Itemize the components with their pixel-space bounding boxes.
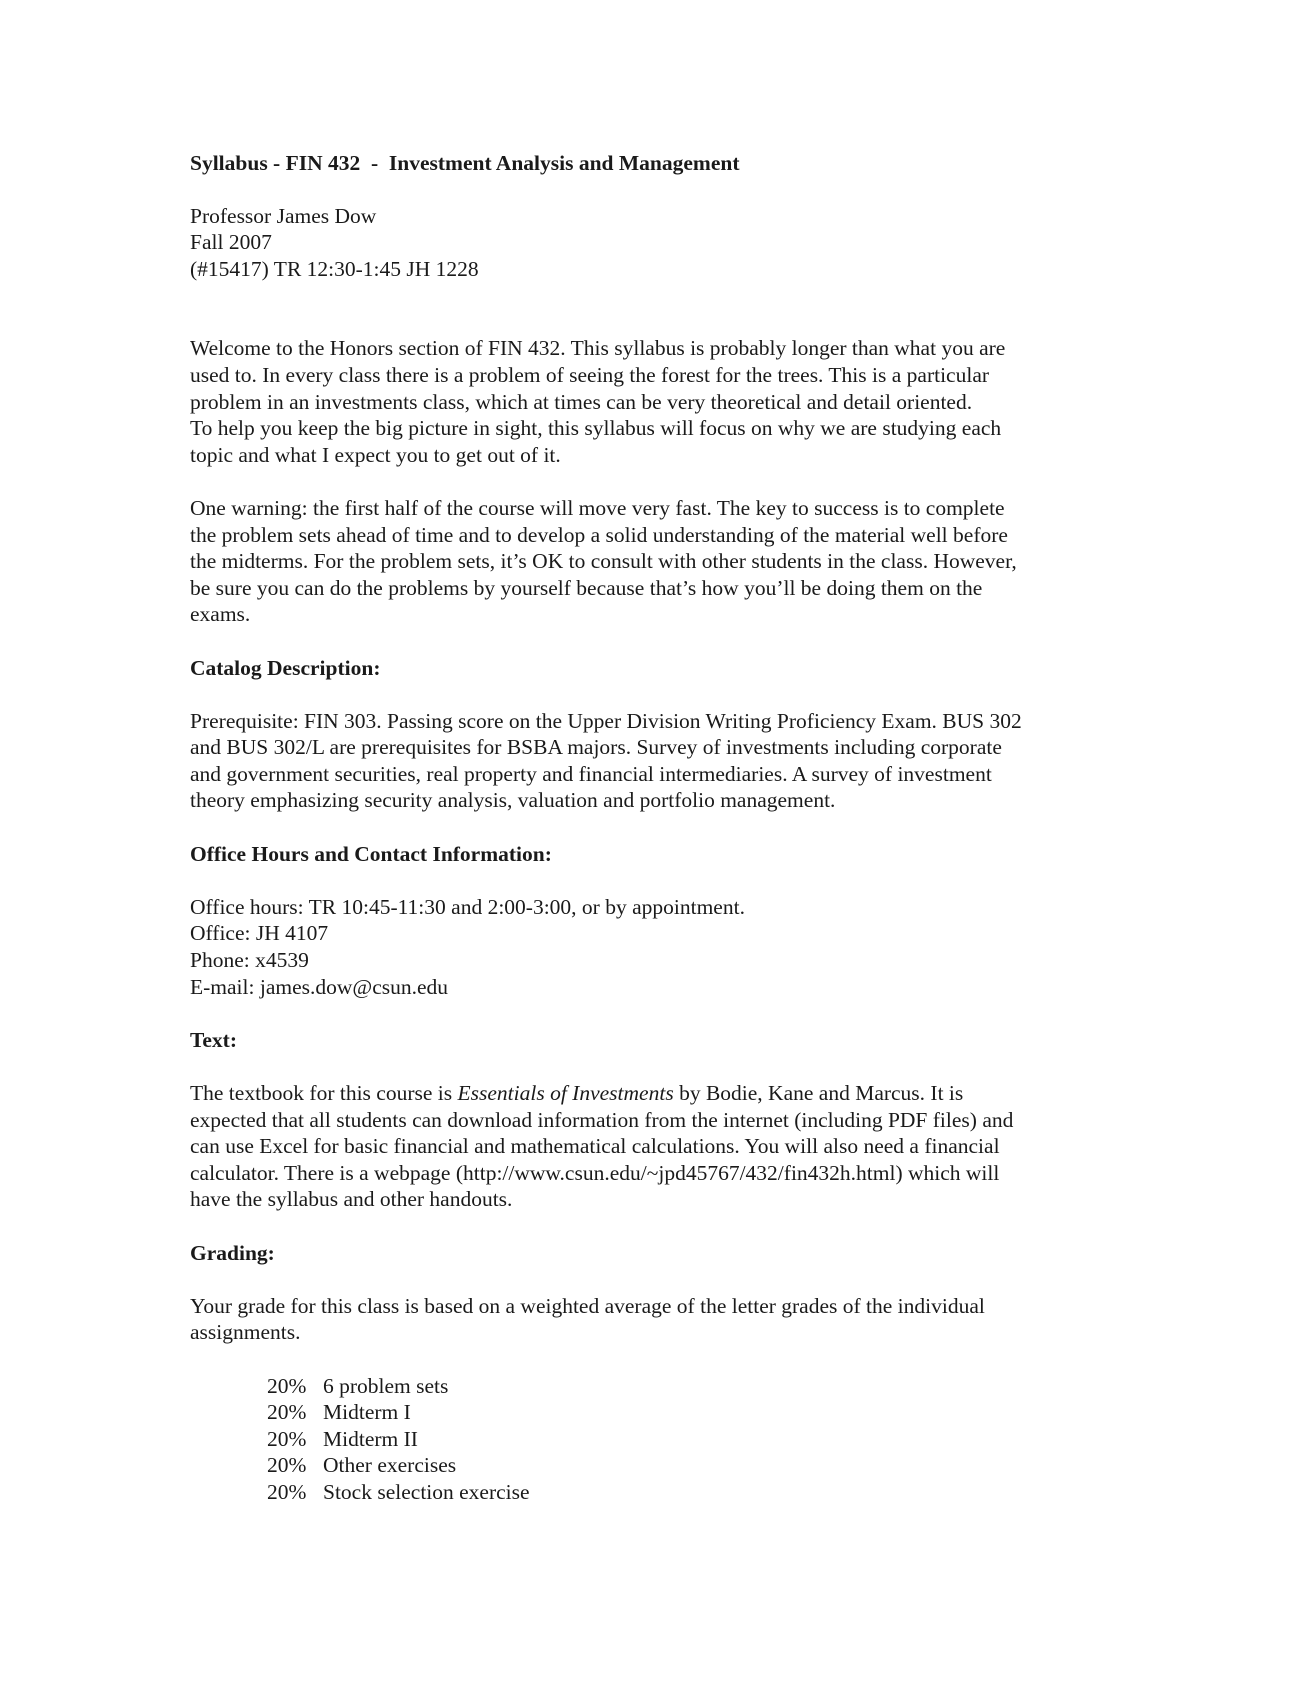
- grade-breakdown-list: [267, 1373, 1130, 1506]
- text-paragraph: [190, 1080, 1130, 1213]
- term: Fall 2007: [190, 230, 272, 255]
- warning-line: be sure you can do the problems by yourself because that’s how you’ll be doing them on the: [190, 575, 983, 600]
- text-line-post: by Bodie, Kane and Marcus. It is: [673, 1081, 964, 1105]
- text-line: calculator. There is a webpage (http://www.csun.edu/~jpd45767/432/fin432h.html) which will: [190, 1160, 1000, 1185]
- text-heading: Text:: [190, 1027, 237, 1052]
- grade-weight: 20%: [267, 1453, 307, 1478]
- course-header: [190, 203, 1130, 283]
- intro-line: Welcome to the Honors section of FIN 432. This syllabus is probably longer than what you are: [190, 336, 1006, 361]
- warning-line: One warning: the first half of the course will move very fast. The key to success is to complete: [190, 495, 1005, 520]
- grade-component: Other exercises: [323, 1453, 457, 1478]
- email-address: E-mail: james.dow@csun.edu: [190, 974, 449, 999]
- grading-paragraph: [190, 1293, 1130, 1346]
- catalog-line: and government securities, real property and financial intermediaries. A survey of investment: [190, 761, 992, 786]
- grade-component: 6 problem sets: [323, 1373, 449, 1398]
- grade-component: Midterm I: [323, 1400, 411, 1425]
- document-title: Syllabus - FIN 432 - Investment Analysis and Management: [190, 151, 740, 175]
- catalog-line: Prerequisite: FIN 303. Passing score on the Upper Division Writing Proficiency Exam. BUS 302: [190, 708, 1022, 733]
- catalog-paragraph: [190, 708, 1130, 814]
- text-line: expected that all students can download information from the internet (including PDF files) and: [190, 1107, 1014, 1132]
- grading-heading: Grading:: [190, 1240, 275, 1265]
- office-contact-block: [190, 894, 1130, 1000]
- catalog-line: and BUS 302/L are prerequisites for BSBA majors. Survey of investments including corporate: [190, 735, 1002, 760]
- section-info: (#15417) TR 12:30-1:45 JH 1228: [190, 256, 479, 281]
- grade-component: Stock selection exercise: [323, 1479, 530, 1504]
- warning-paragraph: [190, 495, 1130, 628]
- intro-paragraph: [190, 335, 1130, 468]
- grade-item: [267, 1426, 1130, 1453]
- intro-line: used to. In every class there is a problem of seeing the forest for the trees. This is a particular: [190, 362, 990, 387]
- text-line: can use Excel for basic financial and mathematical calculations. You will also need a financial: [190, 1134, 1000, 1159]
- text-line-pre: The textbook for this course is: [190, 1081, 458, 1105]
- intro-line: topic and what I expect you to get out of it.: [190, 442, 561, 467]
- grade-weight: 20%: [267, 1426, 307, 1451]
- text-line: [190, 1080, 1130, 1107]
- intro-line: problem in an investments class, which at times can be very theoretical and detail oriented.: [190, 389, 973, 414]
- grade-weight: 20%: [267, 1400, 307, 1425]
- grade-item: [267, 1479, 1130, 1506]
- office-heading: Office Hours and Contact Information:: [190, 841, 552, 866]
- intro-line: To help you keep the big picture in sight, this syllabus will focus on why we are studying each: [190, 416, 1002, 441]
- grade-weight: 20%: [267, 1479, 307, 1504]
- grade-item: [267, 1399, 1130, 1426]
- grade-weight: 20%: [267, 1373, 307, 1398]
- office-hours: Office hours: TR 10:45-11:30 and 2:00-3:00, or by appointment.: [190, 894, 745, 919]
- professor-name: Professor James Dow: [190, 203, 377, 228]
- grading-line: assignments.: [190, 1320, 301, 1345]
- warning-line: exams.: [190, 602, 251, 627]
- textbook-title: Essentials of Investments: [457, 1081, 674, 1105]
- warning-line: the problem sets ahead of time and to develop a solid understanding of the material well before: [190, 522, 1008, 547]
- grade-component: Midterm II: [323, 1426, 418, 1451]
- warning-line: the midterms. For the problem sets, it’s OK to consult with other students in the class. However,: [190, 549, 1017, 574]
- phone-number: Phone: x4539: [190, 948, 309, 973]
- text-line: have the syllabus and other handouts.: [190, 1187, 513, 1212]
- catalog-line: theory emphasizing security analysis, valuation and portfolio management.: [190, 788, 836, 813]
- syllabus-page: [190, 150, 1130, 1506]
- grading-line: Your grade for this class is based on a weighted average of the letter grades of the individual: [190, 1293, 985, 1318]
- office-location: Office: JH 4107: [190, 921, 329, 946]
- grade-item: [267, 1373, 1130, 1400]
- catalog-heading: Catalog Description:: [190, 655, 381, 680]
- grade-item: [267, 1452, 1130, 1479]
